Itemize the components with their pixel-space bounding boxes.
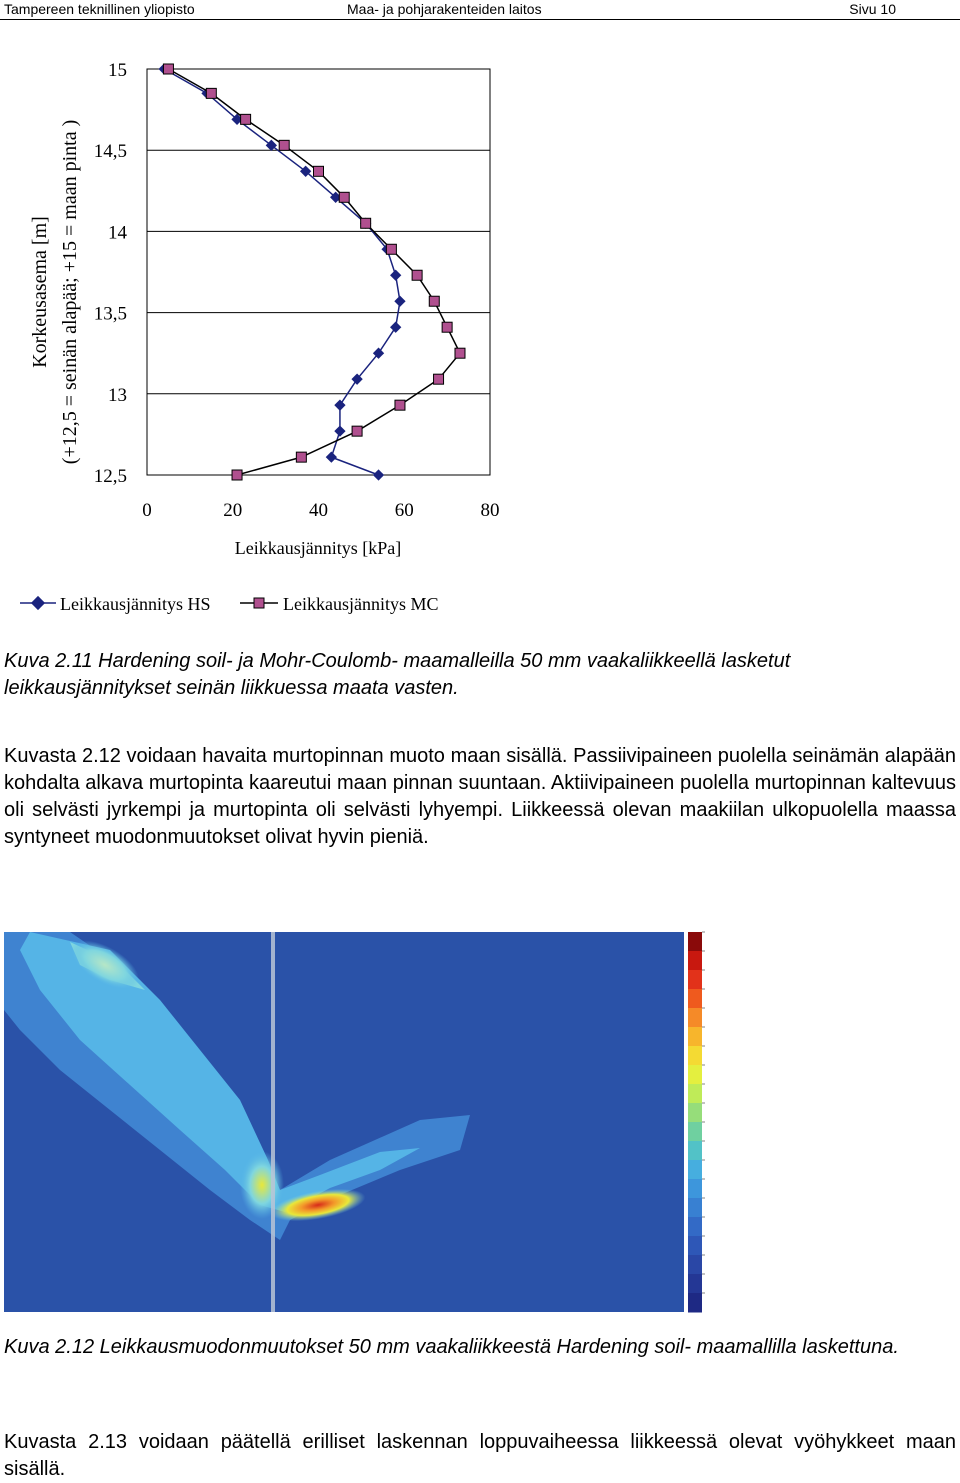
legend-hs-marker — [31, 596, 45, 610]
series-mc-point — [314, 166, 324, 176]
header-university: Tampereen teknillinen yliopisto — [4, 1, 195, 17]
x-tick-label: 80 — [480, 500, 500, 521]
series-mc-point — [241, 114, 251, 124]
y-axis-label: Korkeusasema [m] — [29, 216, 51, 368]
figure-caption-2-12: Kuva 2.12 Leikkausmuodonmuutokset 50 mm vaakaliikkeestä Hardening soil- maamallilla laskettuna. — [4, 1336, 899, 1358]
header-rule — [0, 19, 960, 20]
colorbar-swatch — [688, 1122, 702, 1142]
shear-strain-contour-figure — [0, 920, 716, 1320]
plot-area-frame — [147, 69, 490, 475]
x-tick-label: 0 — [142, 500, 152, 521]
body-paragraph-1: Kuvasta 2.12 voidaan havaita murtopinnan muoto maan sisällä. Passiivipaineen puolella seinämän alapään kohdalta alkava murtopinta kaareutui maan pinnan suuntaan. Aktiivipaineen puolella murtopinnan kaltevuus oli selvästi jyrkempi ja murtopinta oli selvästi lyhyempi. Liikkeessä olevan maakiilan ulkopuolella maassa syntyneet muodonmuutokset olivat hyvin pieniä. — [4, 745, 956, 848]
colorbar-swatch — [688, 1198, 702, 1218]
y-tick-label: 13 — [108, 384, 127, 406]
series-mc-point — [279, 140, 289, 150]
series-mc-point — [352, 426, 362, 436]
legend-mc-label: Leikkausjännitys MC — [283, 594, 439, 614]
retaining-wall — [271, 932, 275, 1312]
series-mc-point — [232, 470, 242, 480]
colorbar-swatch — [688, 1027, 702, 1047]
series-hs — [158, 63, 405, 480]
y-tick-label: 12,5 — [93, 466, 127, 487]
series-mc-point — [442, 322, 452, 332]
series-mc-point — [386, 244, 396, 254]
series-mc-point — [206, 88, 216, 98]
series-hs-point — [266, 140, 277, 151]
contour-colorbar — [688, 932, 705, 1313]
series-mc-point — [412, 270, 422, 280]
series-mc-point — [429, 296, 439, 306]
colorbar-swatch — [688, 951, 702, 971]
y-tick-label: 13,5 — [93, 303, 127, 325]
colorbar-swatch — [688, 1255, 702, 1275]
figure-caption-2-11: Kuva 2.11 Hardening soil- ja Mohr-Coulomb- maamalleilla 50 mm vaakaliikkeellä lasketut leikkausjännitykset seinän liikkuessa maata vasten. — [4, 650, 791, 699]
colorbar-swatch — [688, 1179, 702, 1199]
page-header — [4, 0, 956, 20]
legend-mc-marker — [254, 598, 264, 608]
colorbar-swatch — [688, 1141, 702, 1161]
x-tick-label: 40 — [309, 500, 328, 521]
y-tick-label: 15 — [108, 60, 127, 81]
series-hs-point — [390, 322, 401, 333]
y-tick-label: 14 — [108, 222, 127, 244]
colorbar-swatch — [688, 1274, 702, 1294]
colorbar-swatch — [688, 1008, 702, 1028]
series-mc-point — [339, 192, 349, 202]
colorbar-swatch — [688, 1103, 702, 1123]
series-mc-point — [296, 452, 306, 462]
series-hs-point — [373, 469, 384, 480]
series-hs-point — [334, 425, 345, 436]
contour-plot — [0, 920, 716, 1320]
header-department: Maa- ja pohjarakenteiden laitos — [347, 1, 542, 17]
legend-hs-label: Leikkausjännitys HS — [60, 594, 211, 614]
series-hs-point — [334, 400, 345, 411]
shear-stress-chart — [0, 30, 520, 620]
y-axis-sublabel: (+12,5 = seinän alapää; +15 = maan pinta ) — [59, 119, 81, 465]
colorbar-swatch — [688, 1217, 702, 1237]
x-tick-label: 60 — [394, 500, 414, 521]
series-mc-point — [434, 374, 444, 384]
x-tick-label: 20 — [223, 500, 243, 521]
series-mc-point — [455, 348, 465, 358]
series-hs-point — [326, 451, 337, 462]
series-mc — [163, 64, 465, 480]
colorbar-swatch — [688, 1084, 702, 1104]
series-mc-point — [361, 218, 371, 228]
series-hs-point — [390, 270, 401, 281]
series-mc-point — [163, 64, 173, 74]
series-mc-point — [395, 400, 405, 410]
colorbar-swatch — [688, 1293, 702, 1313]
colorbar-swatch — [688, 989, 702, 1009]
x-axis-label: Leikkausjännitys [kPa] — [234, 538, 402, 558]
series-hs-point — [394, 296, 405, 307]
colorbar-swatch — [688, 970, 702, 990]
series-hs-line — [164, 69, 400, 475]
colorbar-swatch — [688, 1236, 702, 1256]
body-paragraph-2: Kuvasta 2.13 voidaan päätellä erilliset laskennan loppuvaiheessa liikkeessä olevat vyöhykkeet maan sisällä. — [4, 1431, 956, 1480]
chart-legend — [20, 594, 439, 614]
colorbar-swatch — [688, 932, 702, 952]
y-tick-label: 14,5 — [93, 141, 127, 163]
header-page-number: Sivu 10 — [849, 1, 896, 17]
colorbar-swatch — [688, 1046, 702, 1066]
colorbar-swatch — [688, 1065, 702, 1085]
colorbar-swatch — [688, 1160, 702, 1180]
